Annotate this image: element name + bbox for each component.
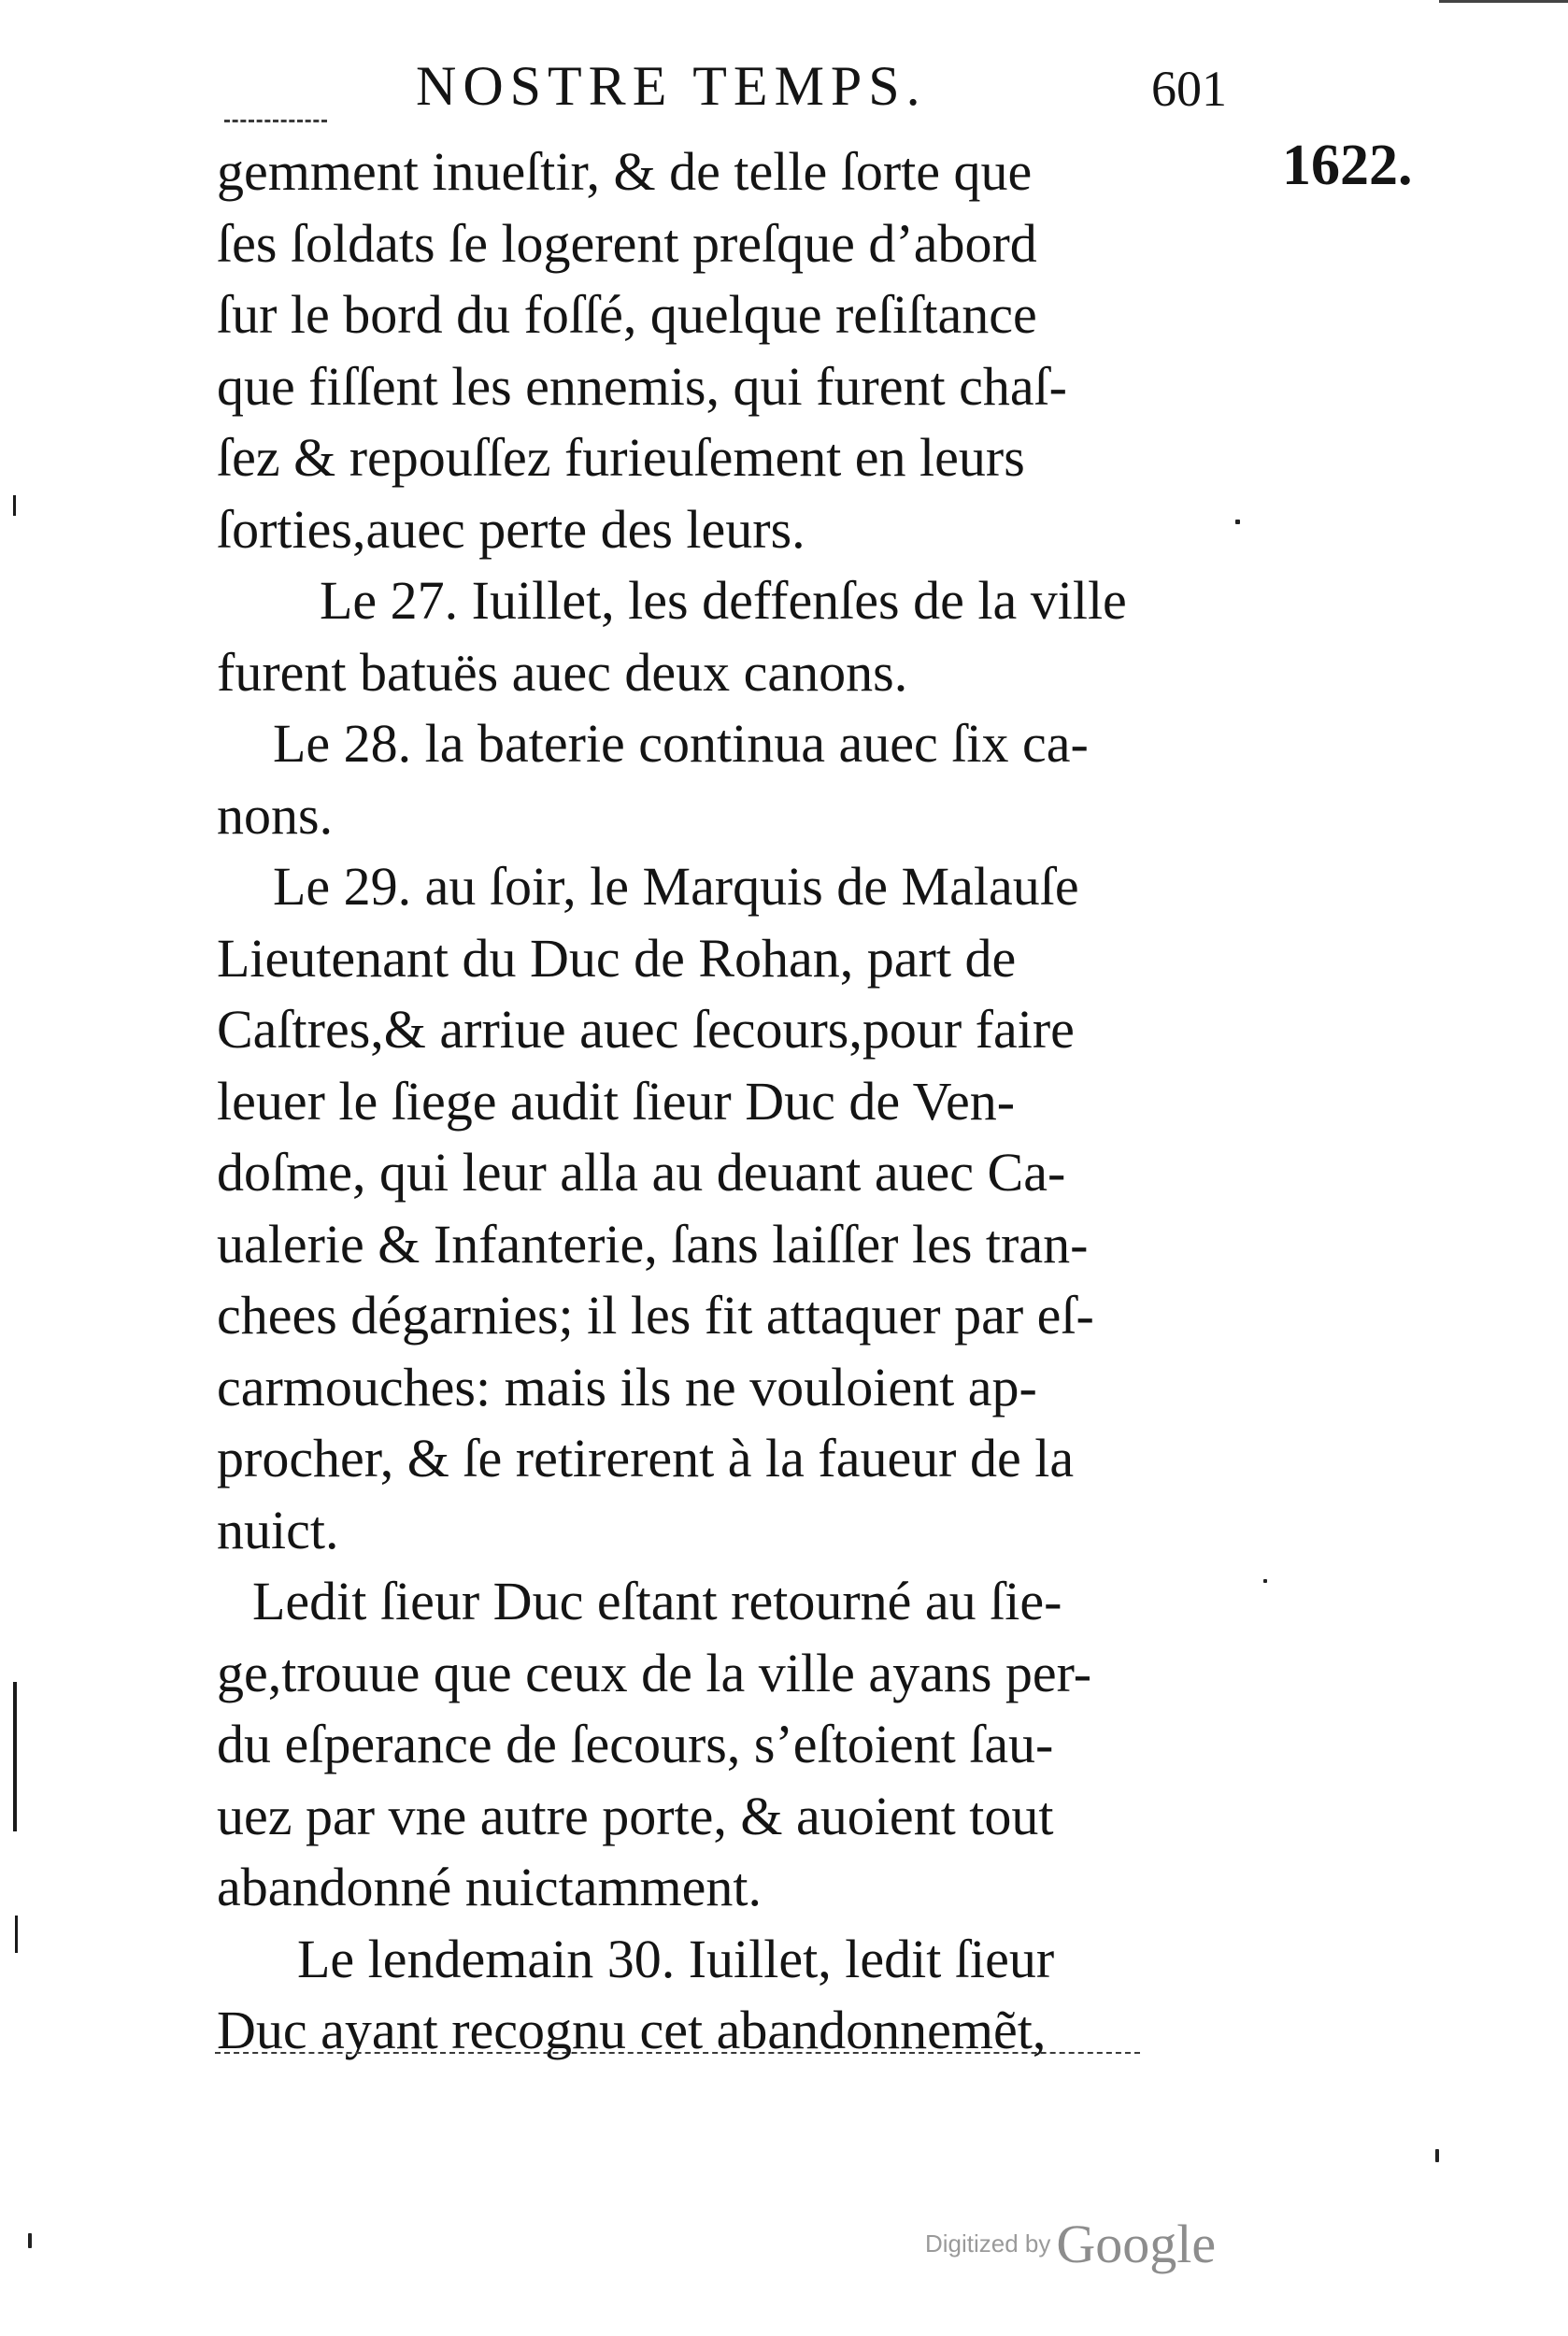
scan-edge-mark xyxy=(15,1916,18,1953)
text-line: furent batuës auec deux canons. xyxy=(217,641,908,703)
scan-edge-mark xyxy=(13,495,16,516)
margin-year-note: 1622. xyxy=(1282,134,1413,197)
text-line: carmouches: mais ils ne vouloient ap- xyxy=(217,1356,1037,1417)
text-line: du eſperance de ſecours, s’eſtoient ſau- xyxy=(217,1714,1054,1774)
text-line: Duc ayant recognu cet abandonnemẽt, xyxy=(217,2000,1047,2060)
watermark-prefix: Digitized by xyxy=(925,2229,1051,2258)
text-line: Caſtres,& arriue auec ſecours,pour faire xyxy=(217,999,1075,1060)
text-line: nuict. xyxy=(217,1499,339,1560)
paragraph-start-line: Le lendemain 30. Iuillet, ledit ſieur xyxy=(297,1928,1055,1989)
scan-speck xyxy=(28,2233,32,2248)
scan-speck xyxy=(1235,520,1240,524)
google-logo: Google xyxy=(1056,2214,1217,2274)
text-line: ſez & repouſſez furieuſement en leurs xyxy=(217,427,1025,488)
text-line: chees dégarnies; il les fit attaquer par eſ- xyxy=(217,1285,1094,1346)
text-line: que fiſſent les ennemis, qui furent chaſ- xyxy=(217,355,1067,417)
paragraph-start-line: Le 28. la baterie continua auec ſix ca- xyxy=(273,713,1089,774)
page-number: 601 xyxy=(1151,61,1227,117)
text-line: ſes ſoldats ſe logerent preſque d’abord xyxy=(217,212,1037,274)
paragraph-start-line: Ledit ſieur Duc eſtant retourné au ſie- xyxy=(252,1571,1062,1631)
scan-speck xyxy=(1263,1579,1267,1583)
text-line: leuer le ſiege audit ſieur Duc de Ven- xyxy=(217,1070,1016,1132)
text-line: abandonné nuictamment. xyxy=(217,1857,763,1917)
footer-rule xyxy=(215,2052,1140,2054)
text-line: Lieutenant du Duc de Rohan, part de xyxy=(217,927,1017,989)
text-line: ge,trouue que ceux de la ville ayans per- xyxy=(217,1642,1092,1703)
text-line: gemment inueſtir, & de telle ſorte que xyxy=(217,141,1033,202)
scan-speck xyxy=(1435,2149,1439,2162)
text-line: ſur le bord du foſſé, quelque reſiſtance xyxy=(217,284,1037,345)
text-line: ualerie & Infanterie, ſans laiſſer les tran- xyxy=(217,1213,1089,1275)
text-line: doſme, qui leur alla au deuant auec Ca- xyxy=(217,1142,1066,1203)
digitization-watermark xyxy=(925,2213,1216,2275)
paragraph-start-line: Le 27. Iuillet, les deffenſes de la ville xyxy=(320,570,1127,631)
running-title: NOSTRE TEMPS. xyxy=(416,55,927,117)
paragraph-start-line: Le 29. au ſoir, le Marquis de Malauſe xyxy=(273,856,1079,917)
text-line: procher, & ſe retirerent à la faueur de la xyxy=(217,1428,1075,1488)
text-line: uez par vne autre porte, & auoient tout xyxy=(217,1785,1054,1846)
scan-edge-mark xyxy=(1439,0,1568,3)
text-line: nons. xyxy=(217,784,334,846)
text-line: ſorties,auec perte des leurs. xyxy=(217,498,805,560)
scan-edge-mark xyxy=(13,1682,17,1831)
body-text xyxy=(217,136,1254,2067)
header-rule xyxy=(224,120,327,122)
page-header xyxy=(224,54,1290,129)
